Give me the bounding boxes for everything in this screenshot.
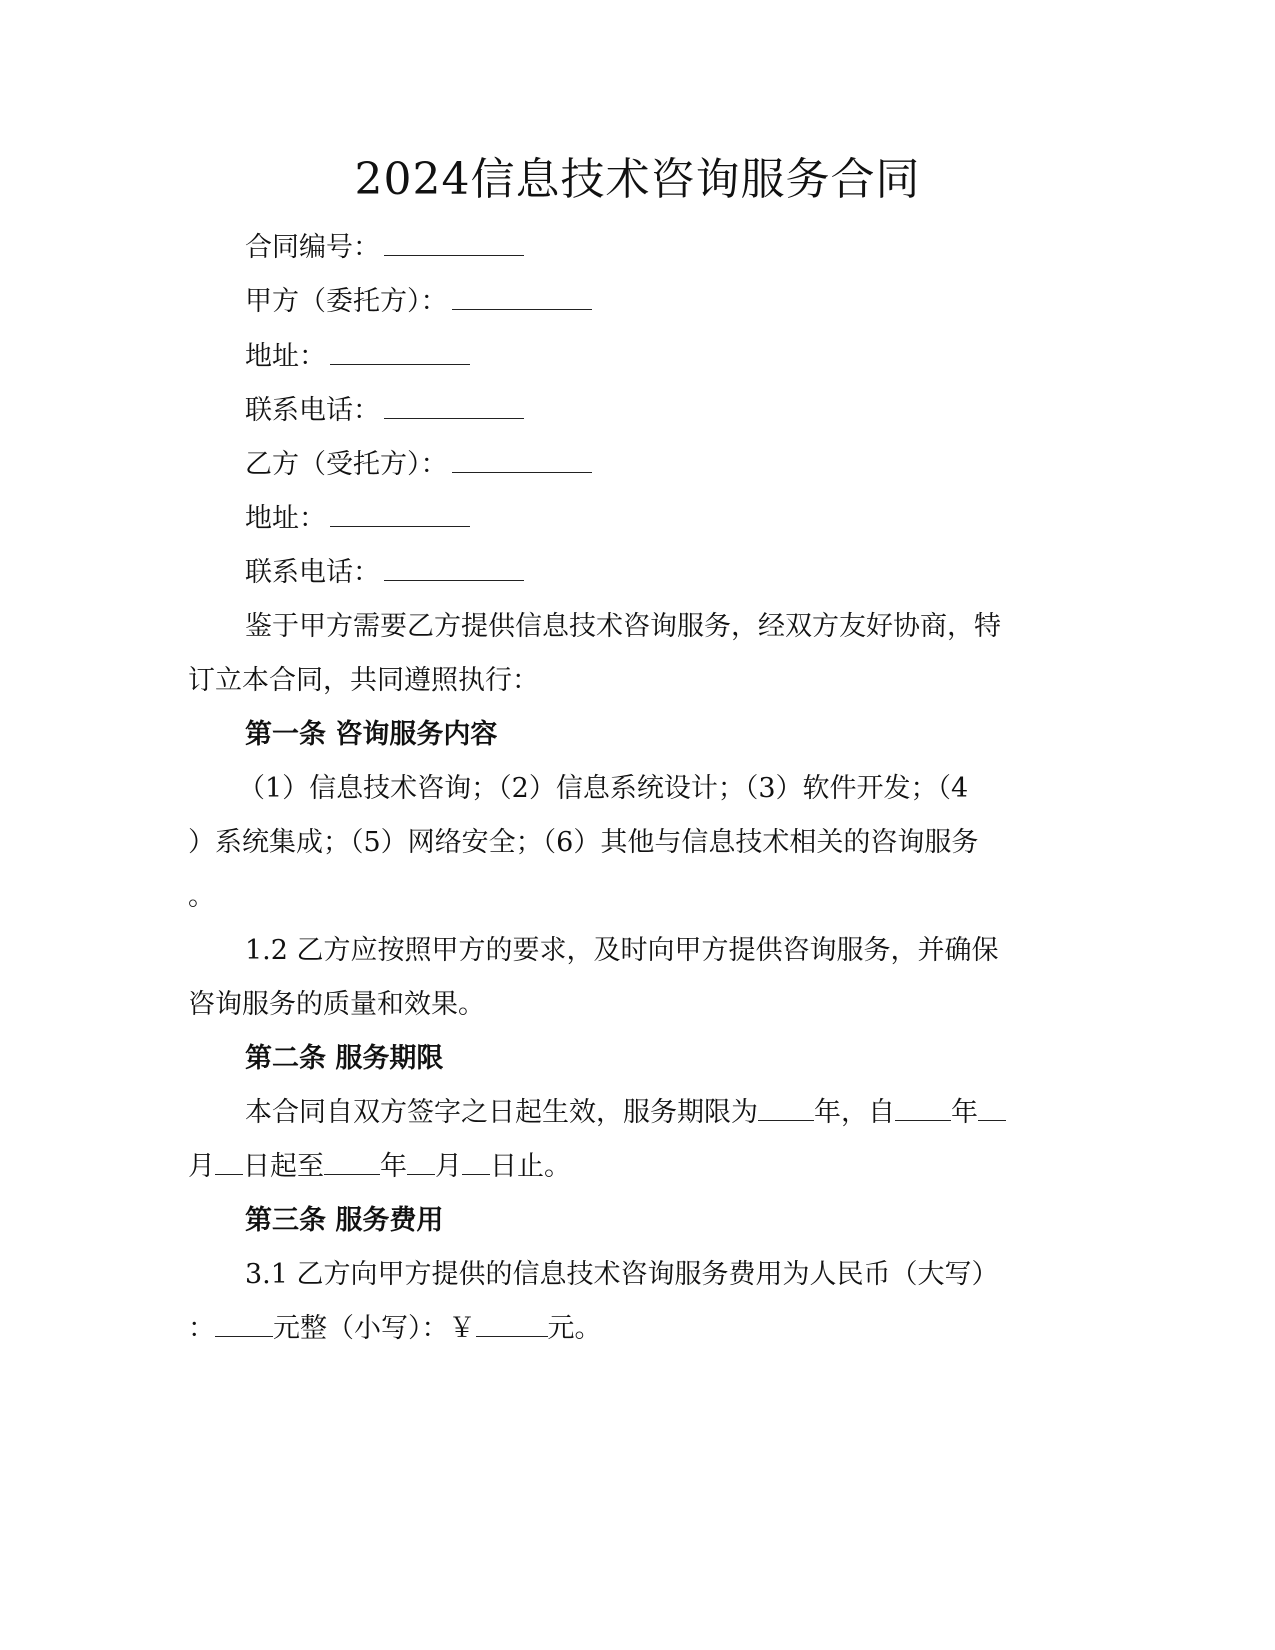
article-2-text-h: 日止。 (490, 1151, 571, 1182)
article-3-heading: 第三条 服务费用 (245, 1205, 444, 1236)
amount-capital-blank (215, 1332, 273, 1337)
article-2-text-d: 月 (188, 1151, 215, 1182)
party-b-address-label: 地址： (245, 503, 326, 534)
clause-3-1-colon: ： (188, 1313, 215, 1344)
contract-number-blank (384, 251, 524, 256)
article-2-text-b: 年，自 (814, 1097, 895, 1128)
article-2-text-c: 年 (951, 1097, 978, 1128)
contract-number-field (245, 228, 524, 268)
party-a-address-field (245, 337, 470, 377)
preamble-line-2: 订立本合同，共同遵照执行： (188, 665, 539, 696)
article-2-text-g: 月 (435, 1151, 462, 1182)
article-1-heading: 第一条 咨询服务内容 (245, 719, 498, 750)
party-b-address-blank (330, 522, 470, 527)
start-day-blank (215, 1170, 243, 1175)
clause-3-1-text-c: 元。 (547, 1313, 602, 1344)
clause-3-1-line-2 (188, 1309, 602, 1349)
party-a-blank (452, 305, 592, 310)
party-b-field (245, 445, 592, 485)
party-a-address-blank (330, 360, 470, 365)
article-2-line-2 (188, 1147, 571, 1187)
contract-number-label: 合同编号： (245, 232, 380, 263)
end-month-blank (407, 1170, 435, 1175)
preamble-line-1: 鉴于甲方需要乙方提供信息技术咨询服务，经双方友好协商，特 (245, 611, 1001, 642)
end-day-blank (462, 1170, 490, 1175)
party-b-phone-label: 联系电话： (245, 557, 380, 588)
article-1-items-line-2: ）系统集成；（5）网络安全；（6）其他与信息技术相关的咨询服务 (188, 827, 979, 858)
amount-numeric-blank (476, 1332, 548, 1337)
article-2-line-1 (245, 1093, 1006, 1133)
party-a-phone-label: 联系电话： (245, 395, 380, 426)
clause-1-2-line-1: 1.2 乙方应按照甲方的要求，及时向甲方提供咨询服务，并确保 (245, 935, 999, 966)
party-a-address-label: 地址： (245, 341, 326, 372)
party-a-label: 甲方（委托方）： (245, 286, 448, 317)
end-year-blank (324, 1170, 380, 1175)
party-a-phone-blank (384, 414, 524, 419)
party-b-label: 乙方（受托方）： (245, 449, 448, 480)
party-a-field (245, 282, 592, 322)
document-title: 2024信息技术咨询服务合同 (354, 154, 921, 205)
party-a-phone-field (245, 391, 524, 431)
party-b-phone-blank (384, 576, 524, 581)
start-year-blank (895, 1116, 951, 1121)
party-b-address-field (245, 499, 470, 539)
party-b-phone-field (245, 553, 524, 593)
years-blank (758, 1116, 814, 1121)
article-2-text-a: 本合同自双方签字之日起生效，服务期限为 (245, 1097, 758, 1128)
article-2-heading: 第二条 服务期限 (245, 1043, 444, 1074)
article-2-text-f: 年 (380, 1151, 407, 1182)
clause-3-1-text-b: 元整（小写）：￥ (273, 1313, 476, 1344)
article-1-items-line-3: 。 (188, 881, 215, 912)
clause-1-2-line-2: 咨询服务的质量和效果。 (188, 989, 485, 1020)
article-1-items-line-1: （1）信息技术咨询；（2）信息系统设计；（3）软件开发；（4 (238, 773, 969, 804)
party-b-blank (452, 468, 592, 473)
article-2-text-e: 日起至 (243, 1151, 324, 1182)
clause-3-1-line-1: 3.1 乙方向甲方提供的信息技术咨询服务费用为人民币（大写） (245, 1259, 999, 1290)
start-month-blank (978, 1116, 1006, 1121)
